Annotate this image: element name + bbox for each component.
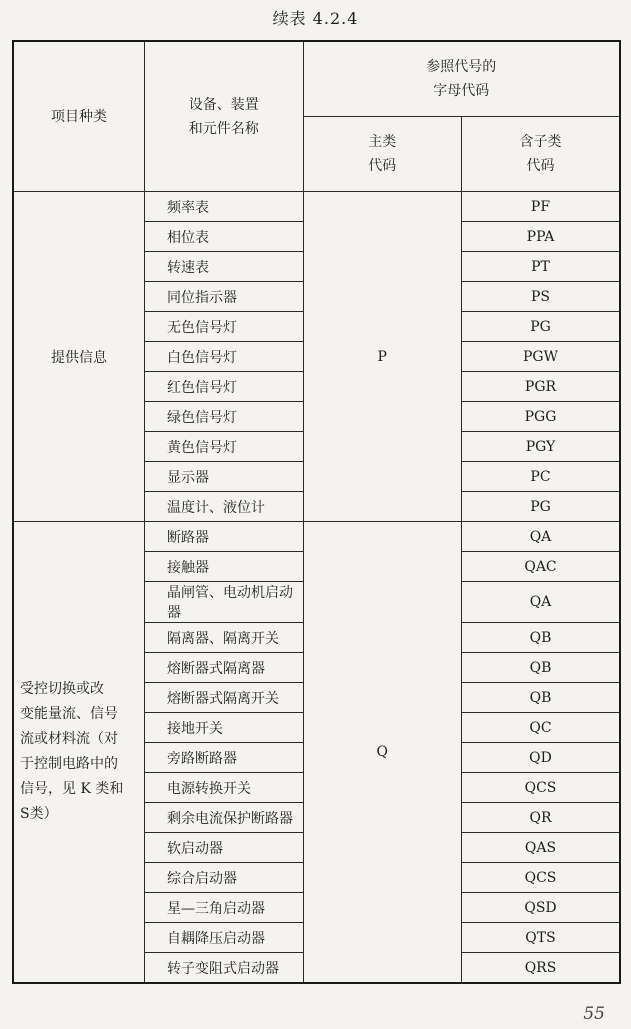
header-ref-line2: 字母代码 [433, 83, 490, 99]
category-line: 受控切换或改 [20, 681, 104, 697]
category-line: S类） [20, 806, 58, 822]
header-sub-line2: 代码 [526, 158, 555, 174]
category-line: 于控制电路中的 [20, 756, 118, 772]
device-name: 熔断器式隔离开关 [145, 683, 304, 713]
device-name: 红色信号灯 [145, 372, 304, 402]
sub-code: QR [462, 803, 621, 833]
device-name: 黄色信号灯 [145, 432, 304, 462]
table-row [13, 522, 620, 552]
sub-code: QA [462, 522, 621, 552]
sub-code: PC [462, 462, 621, 492]
sub-code: QCS [462, 863, 621, 893]
device-name: 相位表 [145, 222, 304, 252]
table-caption: 续表 4.2.4 [272, 9, 359, 28]
device-name: 晶闸管、电动机启动器 [145, 582, 304, 623]
main-code: Q [303, 522, 462, 984]
sub-code: QSD [462, 893, 621, 923]
header-main-line1: 主类 [368, 134, 397, 150]
sub-code: QCS [462, 773, 621, 803]
table-row [13, 192, 620, 222]
category-line: 信号，见 K 类和 [20, 781, 124, 797]
device-name: 自耦降压启动器 [145, 923, 304, 953]
device-name: 剩余电流保护断路器 [145, 803, 304, 833]
sub-code: QC [462, 713, 621, 743]
device-name: 软启动器 [145, 833, 304, 863]
sub-code: PGY [462, 432, 621, 462]
header-sub-line1: 含子类 [519, 134, 562, 150]
category-line: 流或材料流（对 [20, 731, 118, 747]
page-number: 55 [583, 1004, 605, 1024]
device-name: 综合启动器 [145, 863, 304, 893]
header-main-line2: 代码 [368, 158, 397, 174]
category-line: 变能量流、信号 [20, 706, 118, 722]
sub-code: PT [462, 252, 621, 282]
sub-code: QAC [462, 552, 621, 582]
sub-code: QB [462, 623, 621, 653]
header-sub-code [462, 117, 621, 192]
sub-code: PPA [462, 222, 621, 252]
device-name: 转速表 [145, 252, 304, 282]
device-name: 白色信号灯 [145, 342, 304, 372]
device-name: 星—三角启动器 [145, 893, 304, 923]
header-device-line1: 设备、装置 [188, 96, 259, 113]
header-device-line2: 和元件名称 [188, 120, 259, 137]
sub-code: QRS [462, 953, 621, 984]
device-name: 无色信号灯 [145, 312, 304, 342]
device-name: 转子变阻式启动器 [145, 953, 304, 984]
sub-code: PF [462, 192, 621, 222]
sub-code: QB [462, 653, 621, 683]
sub-code: PG [462, 492, 621, 522]
device-name: 绿色信号灯 [145, 402, 304, 432]
device-name: 隔离器、隔离开关 [145, 623, 304, 653]
header-category-label: 项目种类 [51, 108, 107, 125]
device-name: 显示器 [145, 462, 304, 492]
sub-code: QB [462, 683, 621, 713]
header-category [13, 41, 145, 192]
sub-code: QA [462, 582, 621, 623]
device-name: 同位指示器 [145, 282, 304, 312]
sub-code: QAS [462, 833, 621, 863]
sub-code: PGG [462, 402, 621, 432]
sub-code: PS [462, 282, 621, 312]
code-table [12, 40, 621, 984]
device-name: 旁路断路器 [145, 743, 304, 773]
main-code: P [303, 192, 462, 522]
device-name: 温度计、液位计 [145, 492, 304, 522]
header-ref-line1: 参照代号的 [426, 59, 497, 75]
header-ref [303, 41, 620, 117]
sub-code: PG [462, 312, 621, 342]
header-device [145, 41, 304, 192]
header-main-code [303, 117, 462, 192]
header-row-1 [13, 41, 620, 117]
category-cell [13, 522, 145, 984]
device-name: 接触器 [145, 552, 304, 582]
sub-code: QD [462, 743, 621, 773]
device-name: 熔断器式隔离器 [145, 653, 304, 683]
category-label: 提供信息 [51, 349, 107, 366]
device-name: 频率表 [145, 192, 304, 222]
sub-code: QTS [462, 923, 621, 953]
sub-code: PGR [462, 372, 621, 402]
device-name: 断路器 [145, 522, 304, 552]
category-cell [13, 192, 145, 522]
device-name: 电源转换开关 [145, 773, 304, 803]
device-name: 接地开关 [145, 713, 304, 743]
sub-code: PGW [462, 342, 621, 372]
